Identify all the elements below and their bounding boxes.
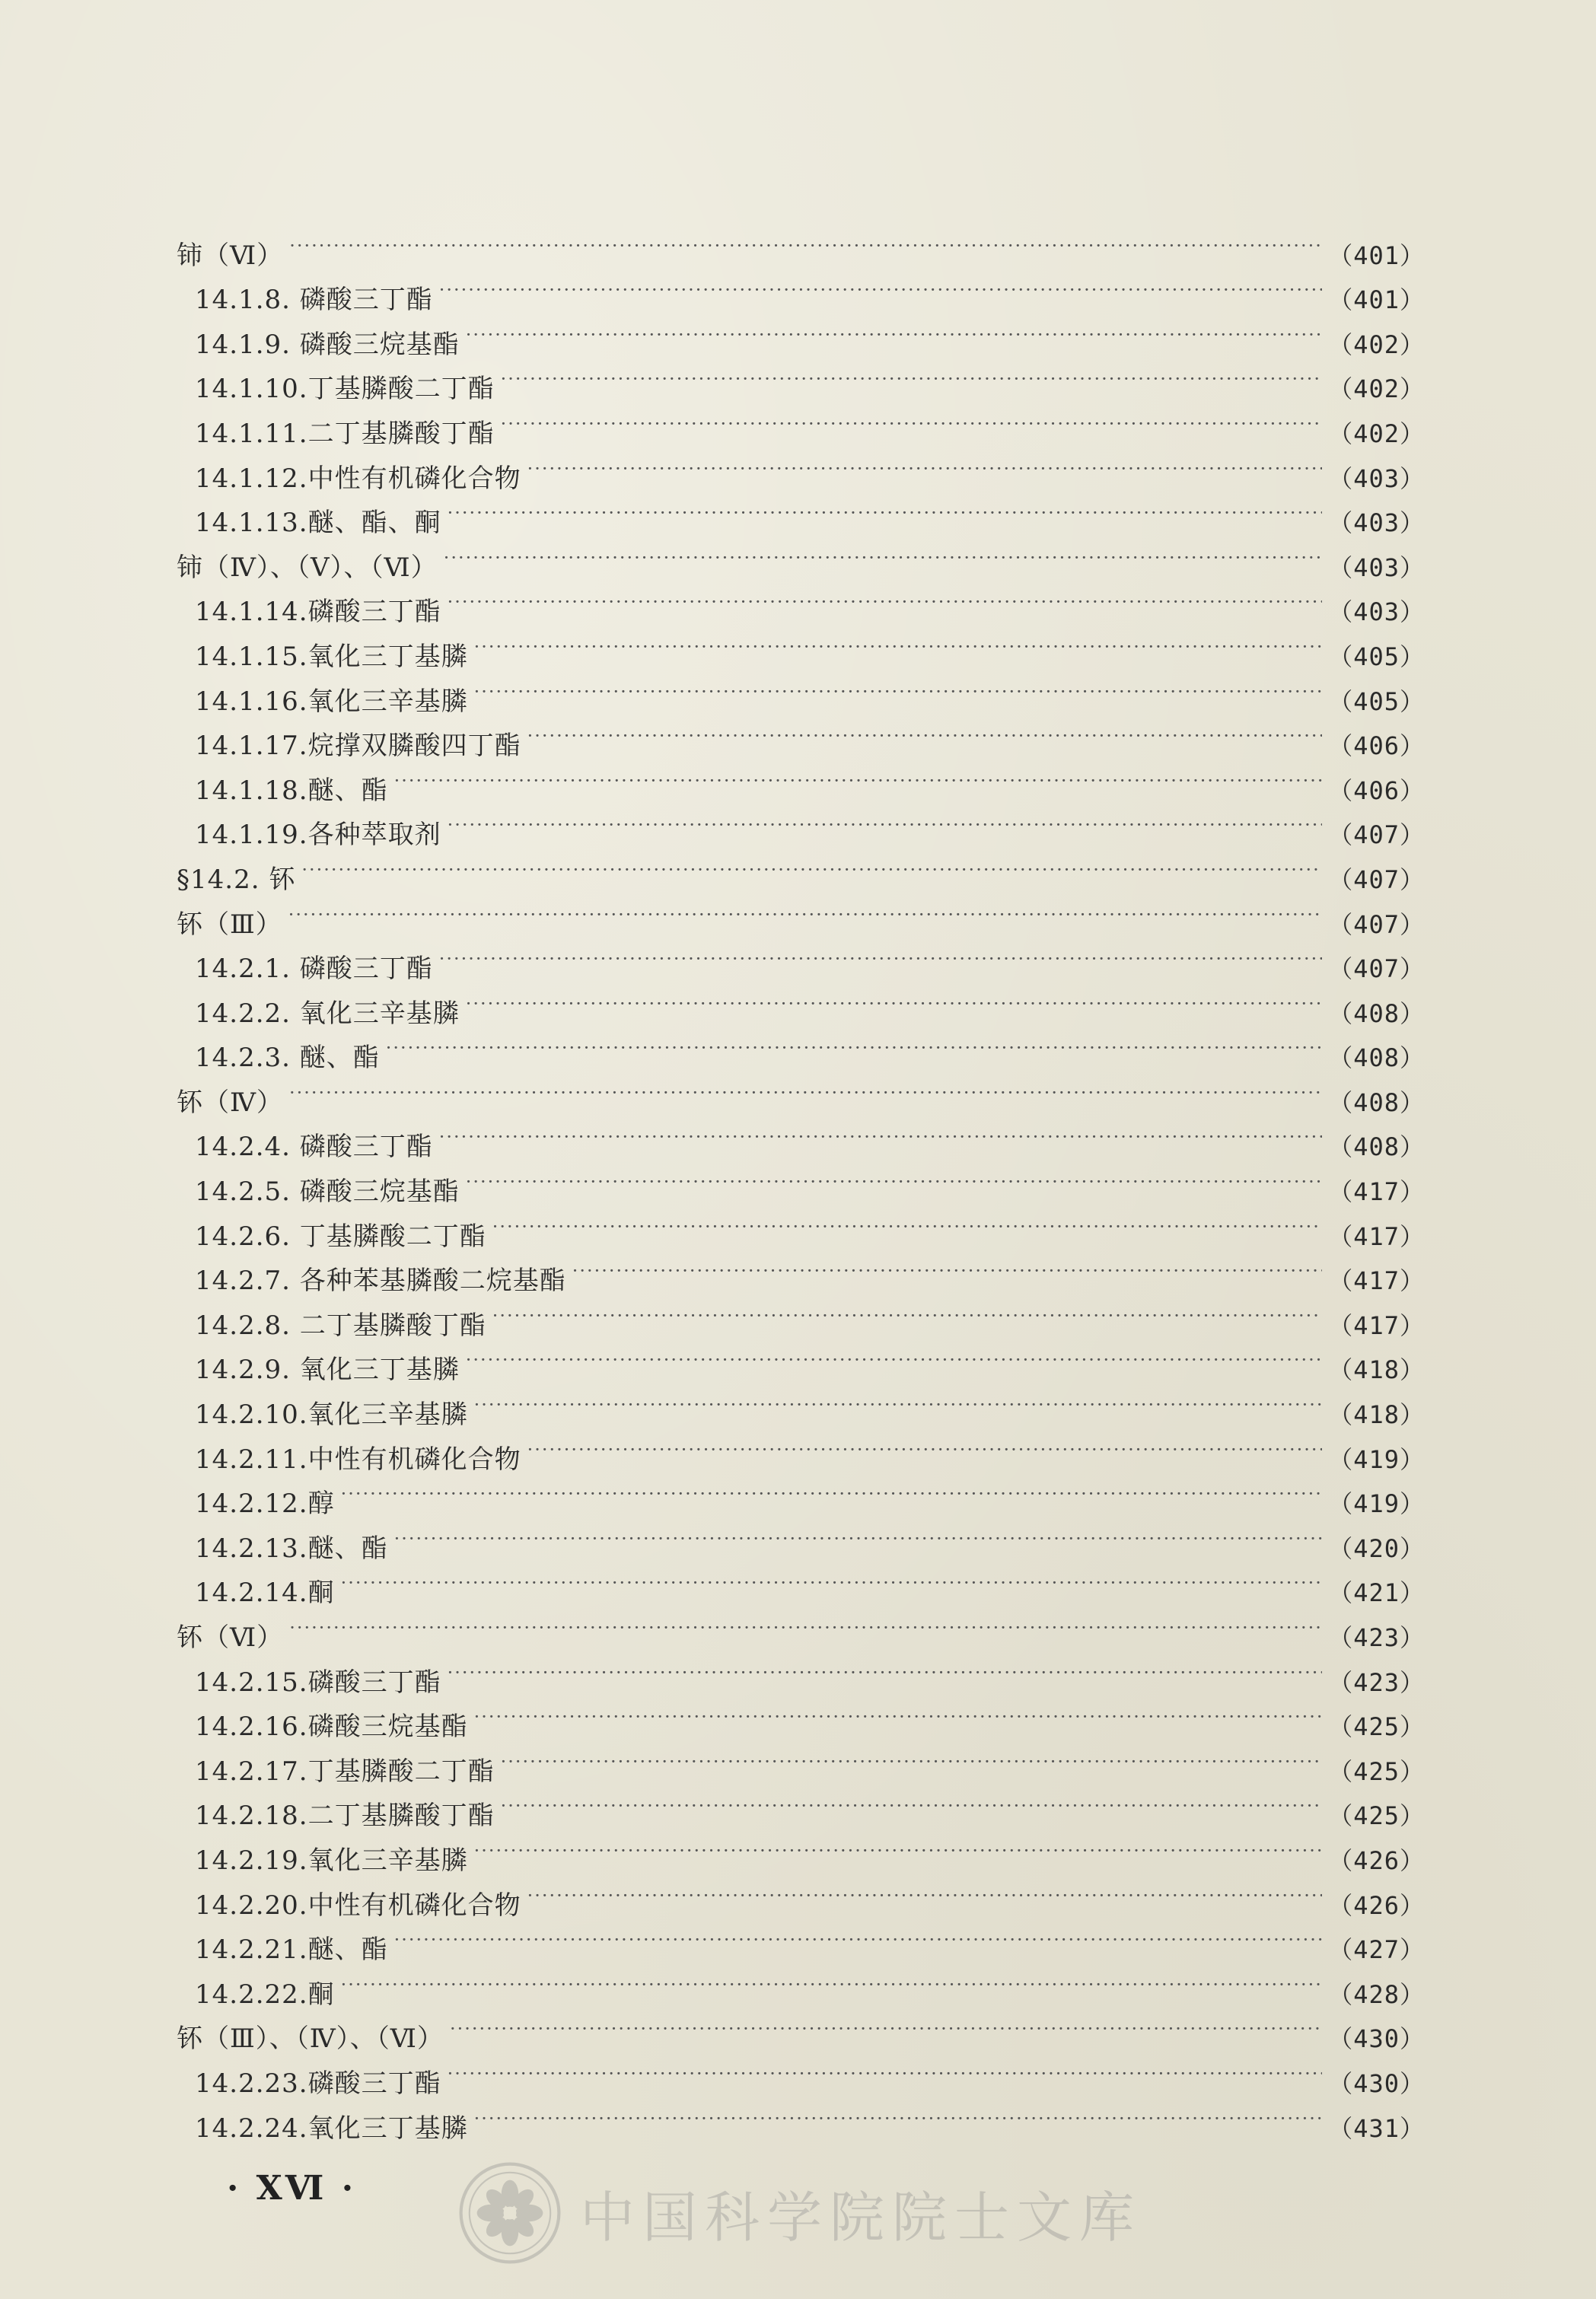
flower-seal-icon	[457, 2160, 563, 2266]
toc-entry-title: 14.1.10.丁基膦酸二丁酯	[195, 374, 495, 405]
toc-entry-title: 14.2.19.氧化三辛基膦	[195, 1845, 468, 1876]
toc-row	[177, 219, 1425, 271]
dot-leader	[448, 487, 1323, 532]
dot-leader	[474, 1691, 1323, 1736]
toc-page-number: （419）	[1328, 1489, 1425, 1519]
toc-entry-title: 14.1.9. 磷酸三烷基酯	[195, 329, 460, 360]
toc-row	[177, 1468, 1425, 1520]
toc-page-number: （401）	[1328, 285, 1425, 315]
dot-leader	[394, 1914, 1323, 1959]
toc-page-number: （431）	[1328, 2113, 1425, 2143]
dot-leader	[341, 1557, 1323, 1602]
toc-entry-title: 14.2.8. 二丁基膦酸丁酯	[195, 1310, 486, 1341]
toc-page-number: （403）	[1328, 508, 1425, 538]
toc-page-number: （403）	[1328, 552, 1425, 582]
watermark-text: 中国科学院院士文库	[580, 2186, 1142, 2250]
toc-row	[177, 843, 1425, 895]
toc-entry-title: 14.1.12.中性有机磷化合物	[195, 463, 521, 494]
toc-page-number: （425）	[1328, 1756, 1425, 1786]
toc-page-number: （401）	[1328, 240, 1425, 270]
dot-leader	[341, 1958, 1323, 2003]
toc-entry-title: 14.2.14.酮	[195, 1578, 335, 1609]
toc-entry-title: 14.2.6. 丁基膦酸二丁酯	[195, 1221, 486, 1252]
toc-entry-title: 14.2.20.中性有机磷化合物	[195, 1890, 521, 1921]
toc-page-number: （407）	[1328, 820, 1425, 850]
toc-row	[177, 1601, 1425, 1653]
toc-entry-title: 14.2.2. 氧化三辛基膦	[195, 998, 460, 1029]
toc-page-number: （427）	[1328, 1935, 1425, 1965]
toc-page-number: （403）	[1328, 463, 1425, 493]
toc-entry-title: 14.1.8. 磷酸三丁酯	[195, 285, 433, 316]
toc-entry-title: 14.1.18.醚、酯	[195, 775, 388, 806]
toc-page-number: （408）	[1328, 1087, 1425, 1117]
toc-entry-title: 14.2.17.丁基膦酸二丁酯	[195, 1756, 495, 1787]
dot-leader	[386, 1022, 1322, 1067]
dot-leader	[448, 576, 1323, 621]
toc-row	[177, 1958, 1425, 2010]
dot-leader	[492, 1200, 1322, 1245]
dot-leader	[450, 2003, 1322, 2048]
dot-leader	[572, 1245, 1322, 1290]
toc-entry-title: 钚（Ⅲ）、（Ⅳ）、（Ⅵ）	[177, 2024, 444, 2055]
toc-entry-title: 14.2.16.磷酸三烷基酯	[195, 1712, 468, 1743]
dot-leader	[466, 308, 1322, 353]
toc-row	[177, 1512, 1425, 1564]
dot-leader	[527, 442, 1323, 487]
dot-leader	[448, 799, 1323, 844]
toc-entry-title: 14.2.24.氧化三丁基膦	[195, 2113, 468, 2144]
toc-page-number: （418）	[1328, 1355, 1425, 1385]
dot-leader	[527, 1423, 1323, 1468]
dot-leader	[448, 2047, 1323, 2092]
toc-page-number: （417）	[1328, 1221, 1425, 1251]
toc-page-number: （408）	[1328, 998, 1425, 1028]
dot-leader	[466, 977, 1322, 1022]
dot-leader	[439, 264, 1322, 309]
toc-row	[177, 2003, 1425, 2055]
toc-entry-title: 14.2.5. 磷酸三烷基酯	[195, 1177, 460, 1208]
toc-row	[177, 888, 1425, 940]
dot-leader	[288, 888, 1322, 933]
toc-page-number: （402）	[1328, 419, 1425, 448]
toc-entry-title: 14.2.23.磷酸三丁酯	[195, 2068, 441, 2099]
toc-entry-title: 14.1.19.各种萃取剂	[195, 820, 441, 851]
toc-entry-title: 14.2.3. 醚、酯	[195, 1043, 380, 1074]
toc-row	[177, 1111, 1425, 1163]
toc-page-number: （423）	[1328, 1667, 1425, 1697]
toc-entry-title: 14.2.11.中性有机磷化合物	[195, 1444, 521, 1475]
toc-page-number: （430）	[1328, 2024, 1425, 2054]
toc-entry-title: 铈（Ⅳ）、（Ⅴ）、（Ⅵ）	[177, 552, 438, 583]
dot-leader	[289, 219, 1322, 264]
toc-entry-title: 14.2.7. 各种苯基膦酸二烷基酯	[195, 1266, 566, 1297]
toc-entry-title: 铈（Ⅵ）	[177, 240, 284, 271]
toc-entry-title: 14.1.16.氧化三辛基膦	[195, 686, 468, 717]
dot-leader	[474, 665, 1323, 710]
dot-leader	[394, 1512, 1323, 1557]
dot-leader	[466, 1334, 1322, 1379]
toc-row	[177, 264, 1425, 316]
toc-page-number: （418）	[1328, 1400, 1425, 1430]
dot-leader	[527, 710, 1323, 755]
toc-entry-title: 14.2.21.醚、酯	[195, 1934, 388, 1966]
toc-entry-title: 14.1.14.磷酸三丁酯	[195, 597, 441, 628]
toc-page-number: （423）	[1328, 1623, 1425, 1652]
toc-entry-title: 14.1.15.氧化三丁基膦	[195, 641, 468, 672]
watermark	[457, 2160, 1142, 2266]
dot-leader	[448, 1646, 1323, 1691]
toc-page-number: （405）	[1328, 642, 1425, 671]
dot-leader	[301, 843, 1322, 888]
toc-entry-title: 钚（Ⅲ）	[177, 909, 282, 940]
toc-page-number: （402）	[1328, 374, 1425, 404]
dot-leader	[501, 353, 1323, 398]
toc-row	[177, 1646, 1425, 1698]
toc-page-number: （430）	[1328, 2068, 1425, 2098]
toc-entry-title: 14.2.9. 氧化三丁基膦	[195, 1355, 460, 1386]
dot-leader	[474, 2092, 1323, 2137]
toc-row	[177, 933, 1425, 985]
dot-leader	[394, 754, 1323, 799]
toc-entry-title: 14.1.17.烷撑双膦酸四丁酯	[195, 731, 521, 762]
toc-row	[177, 1557, 1425, 1609]
toc-page-number: （408）	[1328, 1132, 1425, 1162]
toc-page-number: （407）	[1328, 865, 1425, 894]
dot-leader	[501, 1780, 1323, 1825]
dot-leader	[474, 1378, 1323, 1423]
toc-page-number: （403）	[1328, 597, 1425, 627]
toc-row	[177, 1066, 1425, 1118]
toc-page-number: （426）	[1328, 1845, 1425, 1875]
toc-page-number: （407）	[1328, 954, 1425, 984]
dot-leader	[444, 531, 1322, 576]
dot-leader	[501, 1735, 1323, 1780]
toc-page-number: （426）	[1328, 1890, 1425, 1920]
toc-entry-title: 钚（Ⅳ）	[177, 1087, 283, 1118]
toc-entry-title: 14.2.1. 磷酸三丁酯	[195, 954, 433, 985]
toc-page-number: （420）	[1328, 1533, 1425, 1563]
dot-leader	[341, 1468, 1323, 1513]
toc-page-number: （428）	[1328, 1979, 1425, 2009]
page-number: · XⅥ ·	[227, 2169, 357, 2208]
toc-entry-title: 14.2.13.醚、酯	[195, 1533, 388, 1564]
toc-page-number: （405）	[1328, 686, 1425, 716]
toc-entry-title: 14.2.4. 磷酸三丁酯	[195, 1132, 433, 1163]
toc-entry-title: 14.1.13.醚、酯、酮	[195, 508, 441, 539]
table-of-contents	[177, 219, 1425, 2144]
toc-page-number: （421）	[1328, 1578, 1425, 1608]
toc-entry-title: 14.2.15.磷酸三丁酯	[195, 1667, 441, 1698]
toc-entry-title: 14.2.18.二丁基膦酸丁酯	[195, 1801, 495, 1832]
dot-leader	[289, 1601, 1322, 1646]
toc-entry-title: 14.1.11.二丁基膦酸丁酯	[195, 418, 495, 449]
toc-entry-title: 14.2.10.氧化三辛基膦	[195, 1399, 468, 1431]
toc-page-number: （407）	[1328, 909, 1425, 939]
dot-leader	[527, 1869, 1323, 1914]
toc-page-number: （406）	[1328, 775, 1425, 805]
dot-leader	[474, 620, 1323, 665]
toc-entry-title: 14.2.12.醇	[195, 1489, 335, 1520]
toc-page-number: （425）	[1328, 1801, 1425, 1831]
dot-leader	[466, 1155, 1322, 1200]
dot-leader	[474, 1824, 1323, 1869]
toc-page-number: （417）	[1328, 1177, 1425, 1207]
toc-page-number: （425）	[1328, 1712, 1425, 1742]
toc-entry-title: 14.2.22.酮	[195, 1979, 335, 2010]
toc-page-number: （406）	[1328, 731, 1425, 761]
toc-page-number: （417）	[1328, 1266, 1425, 1296]
toc-page-number: （417）	[1328, 1310, 1425, 1340]
dot-leader	[289, 1066, 1322, 1111]
dot-leader	[501, 397, 1323, 442]
dot-leader	[439, 933, 1322, 978]
toc-entry-title: §14.2. 钚	[177, 864, 296, 895]
toc-entry-title: 钚（Ⅵ）	[177, 1622, 284, 1653]
dot-leader	[439, 1111, 1322, 1156]
toc-page-number: （402）	[1328, 330, 1425, 359]
toc-page-number: （419）	[1328, 1444, 1425, 1474]
toc-page-number: （408）	[1328, 1043, 1425, 1073]
dot-leader	[492, 1289, 1322, 1334]
